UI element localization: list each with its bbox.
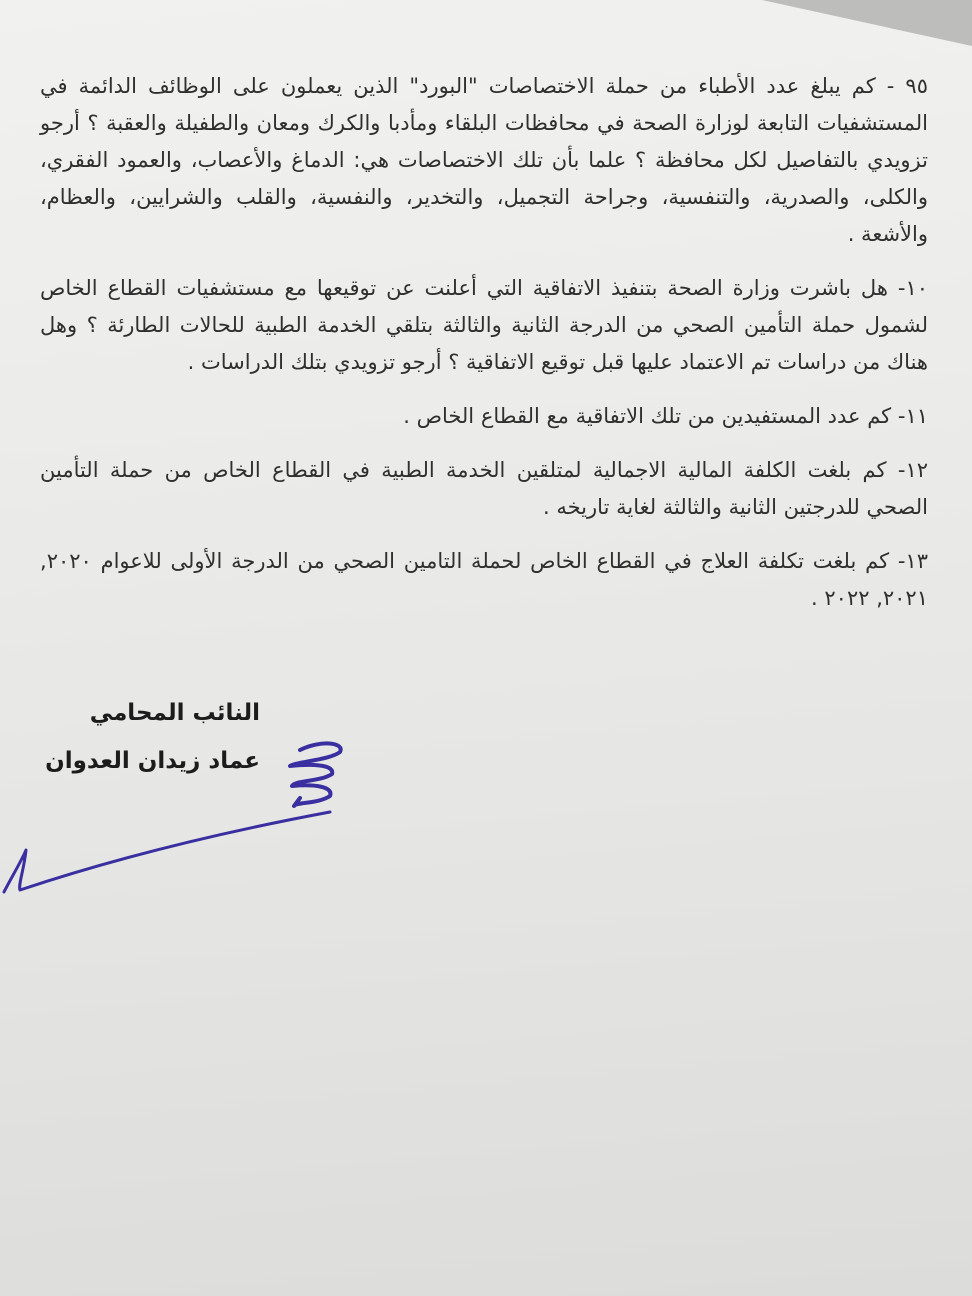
question-text: كم بلغت تكلفة العلاج في القطاع الخاص لحملة التامين الصحي من الدرجة الأولى للاعوام ٢٠٢٠, ٢٠٢١, ٢٠٢٢ . (40, 549, 928, 610)
question-text: هل باشرت وزارة الصحة بتنفيذ الاتفاقية التي أعلنت عن توقيعها مع مستشفيات القطاع الخاص لشمول حملة التأمين الصحي من الدرجة الثانية والثالثة بتلقي الخدمة الطبية للحالات الطارئة ؟ وهل هناك من دراسات تم الاعتماد عليها قبل توقيع الاتفاقية ؟ أرجو تزويدي بتلك الدراسات . (40, 276, 928, 374)
question-12 (40, 452, 928, 526)
question-number: ١٢- (897, 458, 928, 482)
handwritten-signature (0, 730, 360, 910)
question-number: ٩٥ - (886, 74, 928, 98)
signatory-title: النائب المحامي (89, 700, 260, 726)
question-11 (40, 398, 928, 435)
folded-corner (762, 0, 972, 46)
question-text: كم عدد المستفيدين من تلك الاتفاقية مع القطاع الخاص . (403, 404, 892, 428)
signature-stroke-long (4, 812, 330, 892)
question-number: ١١- (897, 404, 928, 428)
signatory-name: عماد زيدان العدوان (45, 748, 260, 774)
question-10 (40, 270, 928, 381)
question-text: كم يبلغ عدد الأطباء من حملة الاختصاصات "البورد" الذين يعملون على الوظائف الدائمة في المستشفيات التابعة لوزارة الصحة في محافظات البلقاء ومأدبا والكرك ومعان والطفيلة والعقبة ؟ أرجو تزويدي بالتفاصيل لكل محافظة ؟ علما بأن تلك الاختصاصات هي: الدماغ والأعصاب، والعمود الفقري، والكلى، والصدرية، والتنفسية، وجراحة التجميل، والتخدير، والنفسية، والقلب والشرايين، والعظام، والأشعة . (40, 74, 928, 246)
signature-stroke-upper (290, 743, 341, 806)
question-number: ١٣- (897, 549, 928, 573)
questions-list (40, 68, 928, 634)
question-13 (40, 543, 928, 617)
question-text: كم بلغت الكلفة المالية الاجمالية لمتلقين الخدمة الطبية في القطاع الخاص من حملة التأمين الصحي للدرجتين الثانية والثالثة لغاية تاريخه . (40, 458, 928, 519)
question-9 (40, 68, 928, 253)
question-number: ١٠- (897, 276, 928, 300)
